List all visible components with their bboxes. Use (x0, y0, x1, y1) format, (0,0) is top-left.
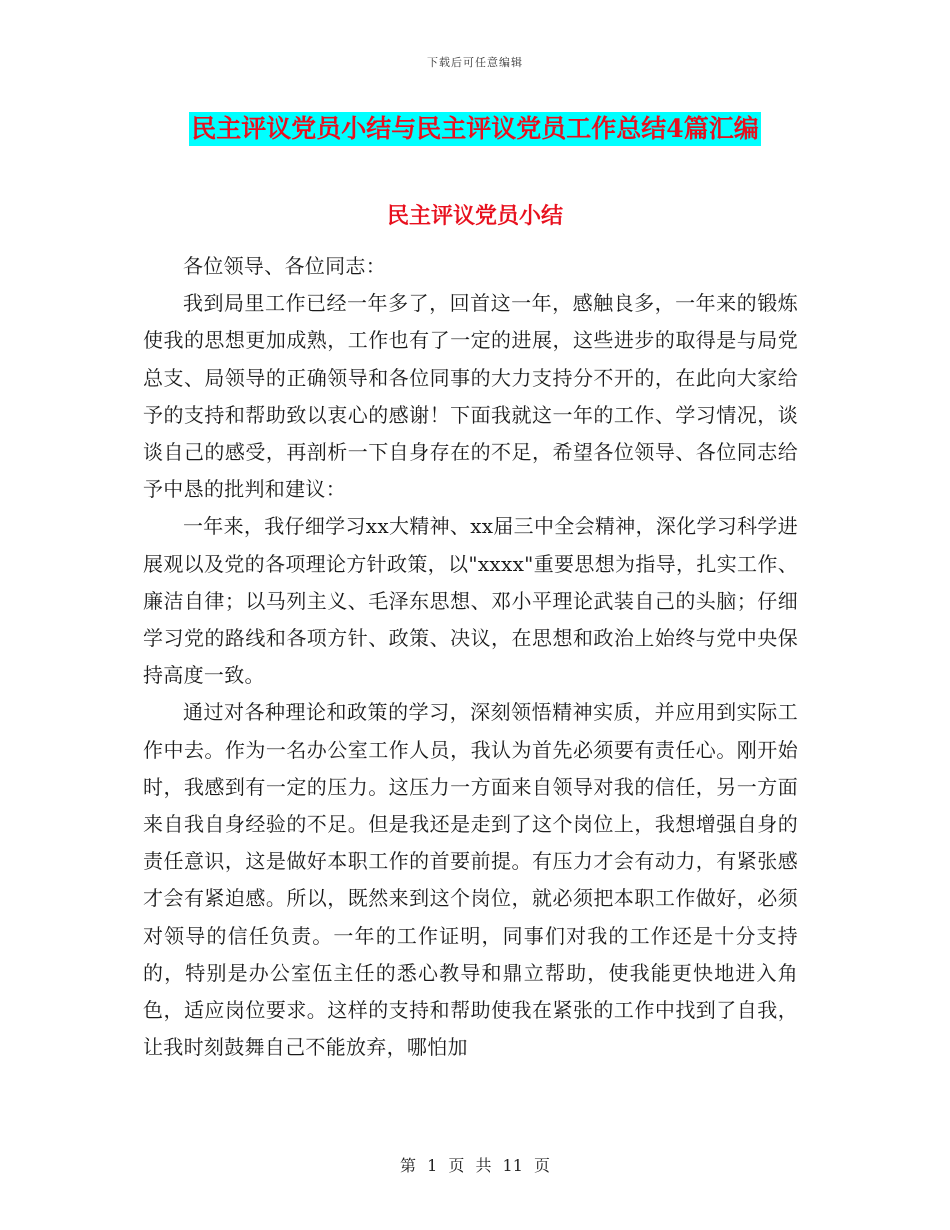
main-title-container (0, 112, 950, 146)
section-title: 民主评议党员小结 (386, 203, 563, 229)
page-number-footer: 第 1 页 共 11 页 (400, 1156, 550, 1175)
document-body (143, 248, 798, 1066)
document-main-title: 民主评议党员小结与民主评议党员工作总结4篇汇编 (189, 112, 760, 146)
paragraph-greeting: 各位领导、各位同志： (183, 254, 386, 278)
paragraph-intro: 我到局里工作已经一年多了，回首这一年，感触良多，一年来的锻炼使我的思想更加成熟，工作也有了一定的进展，这些进步的取得是与局党总支、局领导的正确领导和各位同事的大力支持分不开的，在此向大家给予的支持和帮助致以衷心的感谢！下面我就这一年的工作、学习情况，谈谈自己的感受，再剖析一下自身存在的不足，希望各位领导、各位同志给予中恳的批判和建议： (143, 291, 798, 502)
page-header-note: 下载后可任意编辑 (427, 56, 523, 69)
paragraph-study: 一年来，我仔细学习xx大精神、xx届三中全会精神，深化学习科学进展观以及党的各项理论方针政策，以"xxxx"重要思想为指导，扎实工作、廉洁自律；以马列主义、毛泽东思想、邓小平理论武装自己的头脑；仔细学习党的路线和各项方针、政策、决议，在思想和政治上始终与党中央保持高度一致。 (143, 514, 798, 688)
paragraph-work: 通过对各种理论和政策的学习，深刻领悟精神实质，并应用到实际工作中去。作为一名办公室工作人员，我认为首先必须要有责任心。刚开始时，我感到有一定的压力。这压力一方面来自领导对我的信任，另一方面来自我自身经验的不足。但是我还是走到了这个岗位上，我想增强自身的责任意识，这是做好本职工作的首要前提。有压力才会有动力，有紧张感才会有紧迫感。所以，既然来到这个岗位，就必须把本职工作做好，必须对领导的信任负责。一年的工作证明，同事们对我的工作还是十分支持的，特别是办公室伍主任的悉心教导和鼎立帮助，使我能更快地进入角色，适应岗位要求。这样的支持和帮助使我在紧张的工作中找到了自我，让我时刻鼓舞自己不能放弃，哪怕加 (143, 700, 798, 1060)
